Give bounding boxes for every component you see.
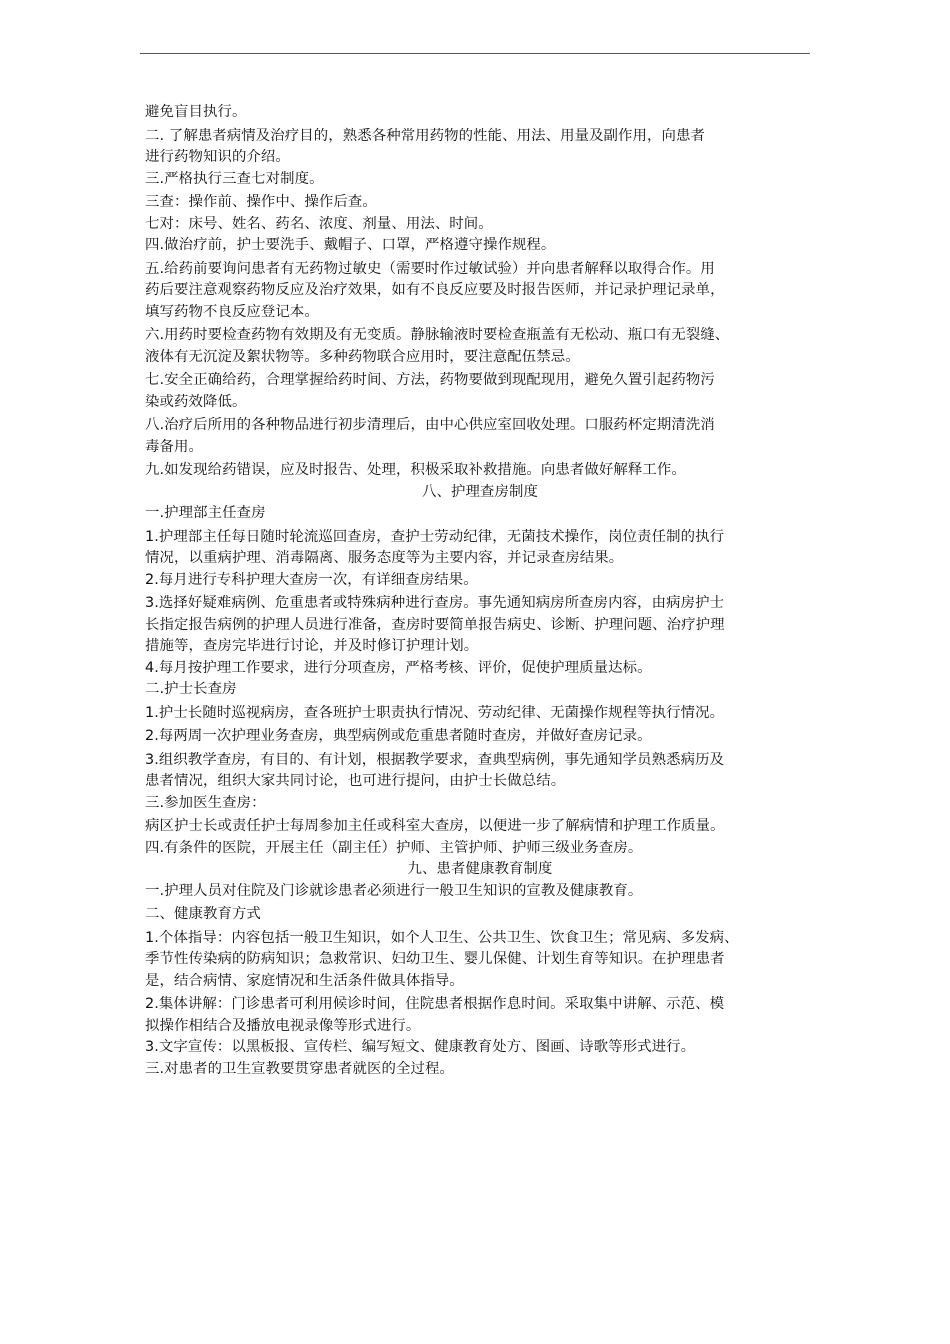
text-line: 八.治疗后所用的各种物品进行初步清理后，由中心供应室回收处理。口服药杯定期清洗消: [145, 417, 715, 433]
text-line: 三.严格执行三查七对制度。: [145, 170, 324, 187]
text-line: 二. 了解患者病情及治疗目的，熟悉各种常用药物的性能、用法、用量及副作用，向患者: [145, 127, 705, 144]
text-line: 四.有条件的医院，开展主任（副主任）护师、主管护师、护师三级业务查房。: [145, 839, 643, 856]
text-line: 三.参加医生查房：: [145, 794, 266, 811]
text-line: 2.每月进行专科护理大查房一次，有详细查房结果。: [145, 571, 478, 588]
text-line: 1.护士长随时巡视病房，查各班护士职责执行情况、劳动纪律、无菌操作规程等执行情况。: [145, 704, 725, 721]
text-line: 二、健康教育方式: [145, 906, 261, 922]
text-line: 患者情况，组织大家共同讨论，也可进行提问，由护士长做总结。: [145, 773, 566, 789]
text-line: 三.对患者的卫生宣教要贯穿患者就医的全过程。: [145, 1060, 454, 1077]
text-line: 病区护士长或责任护士每周参加主任或科室大查房，以便进一步了解病情和护理工作质量。: [145, 818, 725, 834]
text-line: 3.选择好疑难病例、危重患者或特殊病种进行查房。事先通知病房所查房内容，由病房护士: [145, 595, 725, 611]
text-line: 3.文字宣传：以黑板报、宣传栏、编写短文、健康教育处方、图画、诗歌等形式进行。: [145, 1039, 696, 1055]
text-line: 五.给药前要询问患者有无药物过敏史（需要时作过敏试验）并向患者解释以取得合作。用: [145, 260, 715, 277]
text-line: 是，结合病情、家庭情况和生活条件做具体指导。: [145, 972, 464, 989]
text-line: 2.每两周一次护理业务查房，典型病例或危重患者随时查房，并做好查房记录。: [145, 728, 652, 744]
text-line: 长指定报告病例的护理人员进行准备，查房时要简单报告病史、诊断、护理问题、治疗护理: [145, 616, 725, 633]
text-line: 一.护理部主任查房: [145, 505, 266, 521]
text-line: 七.安全正确给药，合理掌握给药时间、方法，药物要做到现配现用，避免久置引起药物污: [145, 372, 715, 388]
text-line: 季节性传染病的防病知识；急救常识、妇幼卫生、婴儿保健、计划生育等知识。在护理患者: [145, 951, 725, 967]
text-line: 填写药物不良反应登记本。: [145, 303, 319, 320]
text-line: 措施等，查房完毕进行讨论，并及时修订护理计划。: [145, 638, 479, 654]
text-line: 九.如发现给药错误，应及时报告、处理，积极采取补救措施。向患者做好解释工作。: [145, 462, 686, 478]
text-line: 染或药效降低。: [145, 393, 247, 410]
text-line: 七对：床号、姓名、药名、浓度、剂量、用法、时间。: [145, 215, 493, 232]
text-line: 3.组织教学查房，有目的、有计划，根据教学要求，查典型病例，事先通知学员熟悉病历及: [145, 751, 725, 768]
text-line: 六.用药时要检查药物有效期及有无变质。静脉输液时要检查瓶盖有无松动、瓶口有无裂缝、: [145, 327, 730, 343]
text-line: 毒备用。: [145, 438, 203, 455]
text-line: 1.个体指导：内容包括一般卫生知识，如个人卫生、公共卫生、饮食卫生；常见病、多发病、: [145, 929, 739, 946]
text-line: 2.集体讲解：门诊患者可利用候诊时间，住院患者根据作息时间。采取集中讲解、示范、模: [145, 996, 725, 1012]
header-rule: [140, 53, 810, 54]
text-line: 药后要注意观察药物反应及治疗效果，如有不良反应要及时报告医师，并记录护理记录单，: [145, 282, 725, 298]
document-body: [145, 102, 815, 1080]
text-line: 四.做治疗前，护士要洗手、戴帽子、口罩，严格遵守操作规程。: [145, 237, 556, 253]
section-heading: 九、患者健康教育制度: [407, 861, 553, 877]
text-line: 液体有无沉淀及絮状物等。多种药物联合应用时，要注意配伍禁忌。: [145, 348, 580, 365]
text-line: 情况，以重病护理、消毒隔离、服务态度等为主要内容，并记录查房结果。: [145, 550, 624, 566]
text-line: 一.护理人员对住院及门诊就诊患者必须进行一般卫生知识的宣教及健康教育。: [145, 882, 643, 899]
section-heading: 八、护理查房制度: [422, 483, 538, 500]
text-line: 避免盲目执行。: [145, 104, 247, 120]
text-line: 二.护士长查房: [145, 681, 237, 697]
text-line: 1.护理部主任每日随时轮流巡回查房，查护士劳动纪律，无菌技术操作，岗位责任制的执行: [145, 528, 725, 545]
text-line: 拟操作相结合及播放电视录像等形式进行。: [145, 1017, 421, 1034]
text-line: 进行药物知识的介绍。: [145, 149, 290, 165]
text-line: 4.每月按护理工作要求，进行分项查房，严格考核、评价，促使护理质量达标。: [145, 659, 652, 676]
text-line: 三查：操作前、操作中、操作后查。: [145, 194, 377, 210]
